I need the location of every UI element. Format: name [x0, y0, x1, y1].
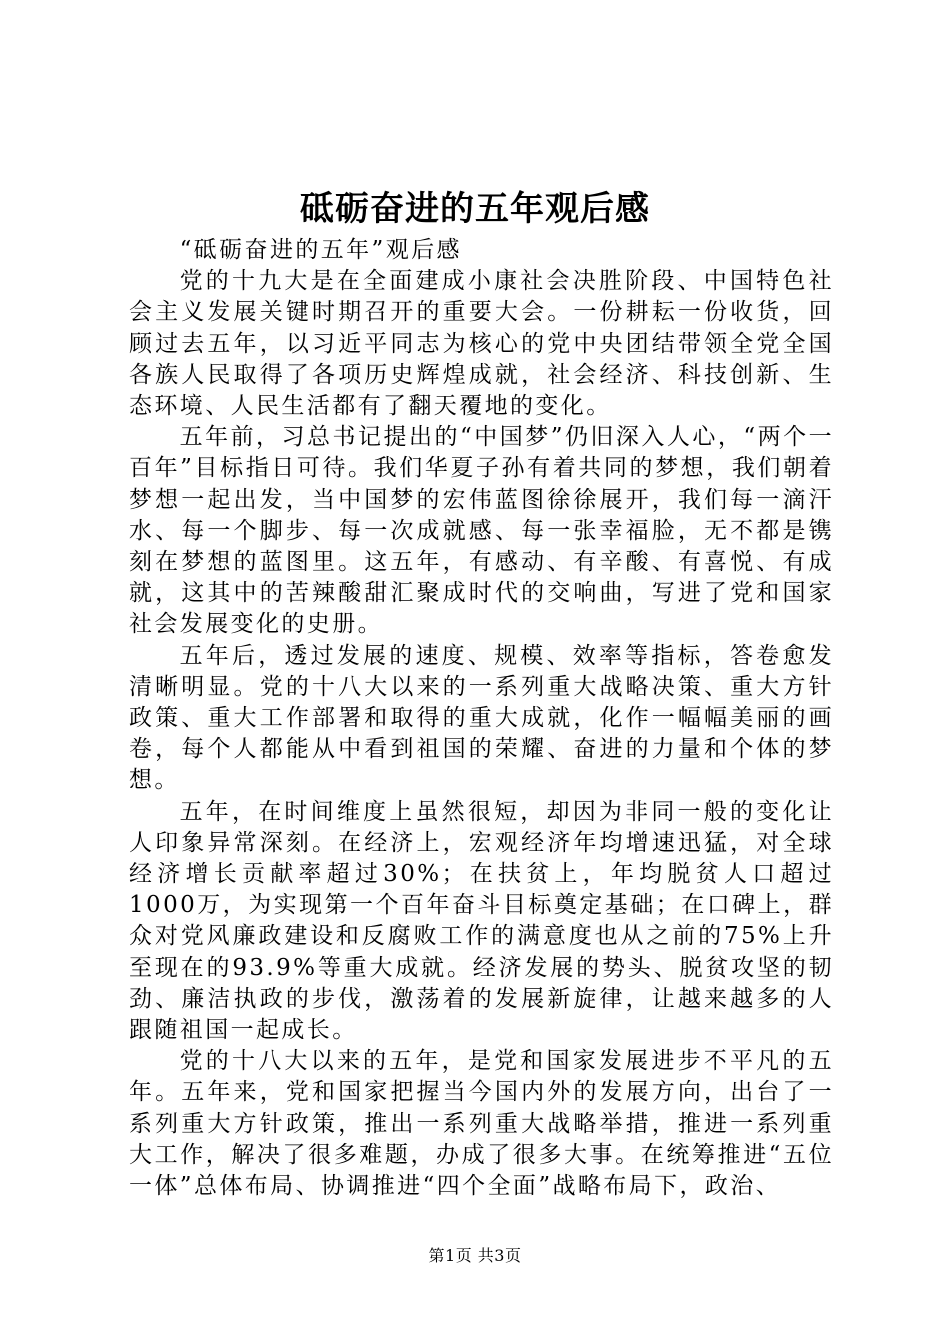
paragraph-subtitle: “砥砺奋进的五年”观后感 — [179, 237, 462, 263]
paragraph: 五年前，习总书记提出的“中国梦”仍旧深入人心，“两个一百年”目标指日可待。我们华夏子孙有着共同的梦想，我们朝着梦想一起出发，当中国梦的宏伟蓝图徐徐展开，我们每一滴汗水、每一个脚步、每一次成就感、每一张幸福脸，无不都是镌刻在梦想的蓝图里。这五年，有感动、有辛酸、有喜悦、有成就，这其中的苦辣酸甜汇聚成时代的交响曲，写进了党和国家社会发展变化的史册。 — [129, 424, 834, 638]
document-body — [129, 235, 834, 1202]
document-title: 砥砺奋进的五年观后感 — [300, 189, 650, 229]
paragraph: 五年后，透过发展的速度、规模、效率等指标，答卷愈发清晰明显。党的十八大以来的一系列重大战略决策、重大方针政策、重大工作部署和取得的重大成就，化作一幅幅美丽的画卷，每个人都能从中看到祖国的荣耀、奋进的力量和个体的梦想。 — [129, 642, 834, 794]
paragraph: 党的十八大以来的五年，是党和国家发展进步不平凡的五年。五年来，党和国家把握当今国内外的发展方向，出台了一系列重大方针政策，推出一系列重大战略举措，推进一系列重大工作，解决了很多难题，办成了很多大事。在统筹推进“五位一体”总体布局、协调推进“四个全面”战略布局下，政治、 — [129, 1048, 834, 1200]
page-number-footer: 第1页 共3页 — [428, 1246, 522, 1265]
paragraph: 五年，在时间维度上虽然很短，却因为非同一般的变化让人印象异常深刻。在经济上，宏观经济年均增速迅猛，对全球经济增长贡献率超过30%；在扶贫上，年均脱贫人口超过1000万，为实现第一个百年奋斗目标奠定基础；在口碑上，群众对党风廉政建设和反腐败工作的满意度也从之前的75%上升至现在的93.9%等重大成就。经济发展的势头、脱贫攻坚的韧劲、廉洁执政的步伐，激荡着的发展新旋律，让越来越多的人跟随祖国一起成长。 — [129, 798, 834, 1044]
paragraph: 党的十九大是在全面建成小康社会决胜阶段、中国特色社会主义发展关键时期召开的重要大会。一份耕耘一份收货，回顾过去五年，以习近平同志为核心的党中央团结带领全党全国各族人民取得了各项历史辉煌成就，社会经济、科技创新、生态环境、人民生活都有了翻天覆地的变化。 — [129, 268, 834, 420]
